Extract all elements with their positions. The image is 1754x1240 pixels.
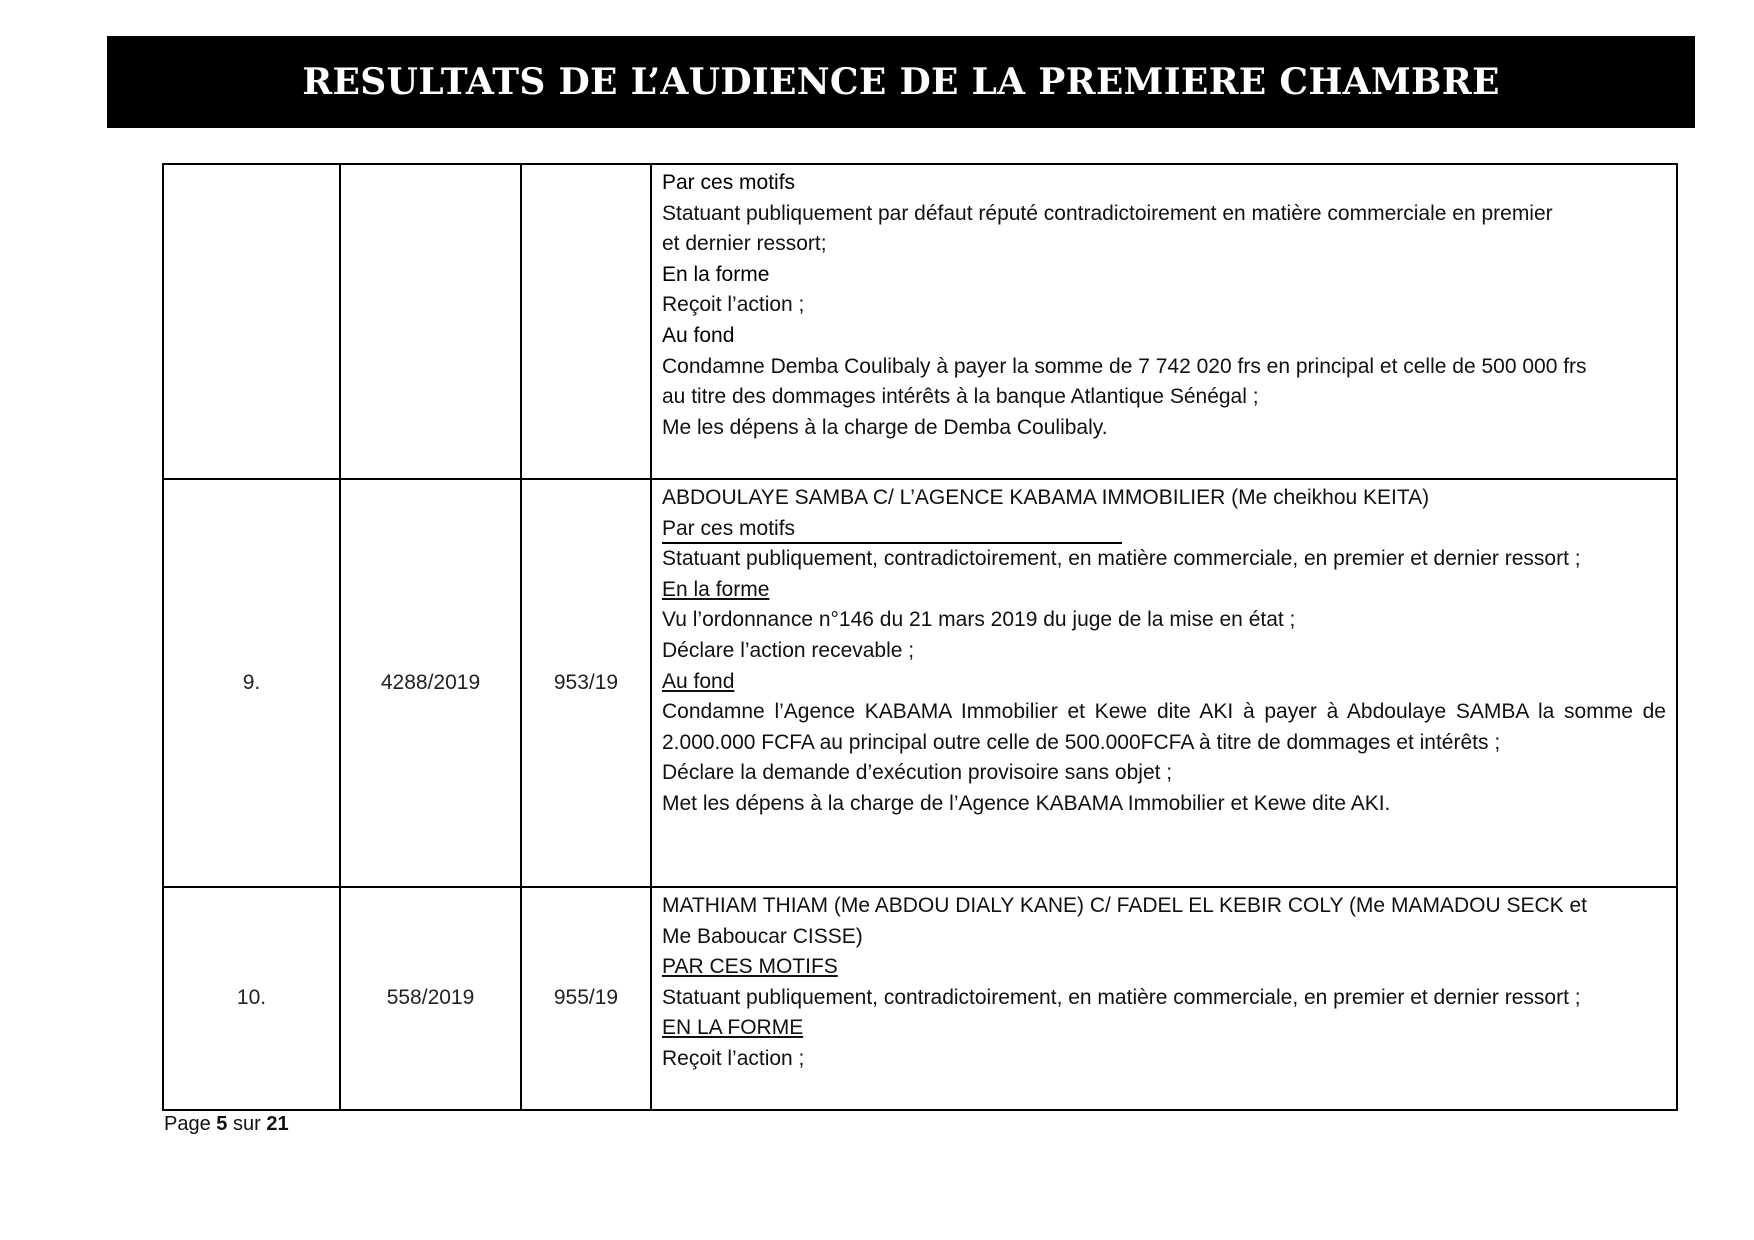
results-table: [162, 163, 1678, 1111]
footer-prefix: Page: [164, 1113, 211, 1135]
text-line: Statuant publiquement, contradictoirement, en matière commerciale, en premier et dernier ressort ;: [662, 985, 1581, 1009]
section-heading: EN LA FORME: [662, 1016, 804, 1040]
case-number: 558/2019: [340, 887, 521, 1110]
text-line: Déclare la demande d’exécution provisoire sans objet ;: [662, 761, 1173, 785]
judgment-content: [651, 479, 1677, 887]
section-heading: Au fond: [662, 669, 735, 693]
section-heading: Par ces motifs: [662, 516, 1122, 544]
table-row: [163, 479, 1677, 887]
judgment-number: 955/19: [521, 887, 651, 1110]
text-line: et dernier ressort;: [662, 232, 827, 256]
judgment-number: 953/19: [521, 479, 651, 887]
text-line: Statuant publiquement, contradictoirement, en matière commerciale, en premier et dernier ressort ;: [662, 547, 1581, 571]
text-line: Reçoit l’action ;: [662, 1046, 805, 1070]
table-row: [163, 164, 1677, 479]
section-heading: En la forme: [662, 577, 770, 601]
page-title: RESULTATS DE L’AUDIENCE DE LA PREMIERE CHAMBRE: [302, 61, 1500, 103]
text-line: Met les dépens à la charge de l’Agence KABAMA Immobilier et Kewe dite AKI.: [662, 791, 1391, 815]
judgment-content: [651, 887, 1677, 1110]
current-page: 5: [216, 1113, 228, 1135]
row-number: 10.: [163, 887, 340, 1110]
total-pages: 21: [266, 1113, 289, 1135]
text-line: Reçoit l’action ;: [662, 293, 805, 317]
text-line: Me les dépens à la charge de Demba Coulibaly.: [662, 415, 1108, 439]
section-heading: En la forme: [662, 262, 770, 286]
judgment-content: [651, 164, 1677, 479]
case-parties: ABDOULAYE SAMBA C/ L’AGENCE KABAMA IMMOBILIER (Me cheikhou KEITA): [662, 486, 1430, 509]
page-header-banner: [107, 36, 1695, 128]
case-parties: MATHIAM THIAM (Me ABDOU DIALY KANE) C/ FADEL EL KEBIR COLY (Me MAMADOU SECK et: [662, 894, 1587, 917]
case-number: 4288/2019: [340, 479, 521, 887]
footer-sep: sur: [232, 1113, 261, 1135]
row-number: [163, 164, 340, 479]
text-line: Condamne l’Agence KABAMA Immobilier et Kewe dite AKI à payer à Abdoulaye SAMBA la somme de 2.000.000 FCFA au principal outre celle de 500.000FCFA à titre de dommages et intérêts ;: [662, 700, 1666, 754]
case-number: [340, 164, 521, 479]
text-line: Déclare l’action recevable ;: [662, 638, 915, 662]
section-heading: Par ces motifs: [662, 171, 796, 194]
section-heading: PAR CES MOTIFS: [662, 955, 838, 979]
judgment-number: [521, 164, 651, 479]
text-line: Vu l’ordonnance n°146 du 21 mars 2019 du juge de la mise en état ;: [662, 608, 1296, 632]
table-row: [163, 887, 1677, 1110]
text-line: Statuant publiquement par défaut réputé contradictoirement en matière commerciale en premier: [662, 201, 1553, 225]
row-number: 9.: [163, 479, 340, 887]
text-line: Condamne Demba Coulibaly à payer la somme de 7 742 020 frs en principal et celle de 500 000 frs: [662, 354, 1587, 378]
page-footer: [164, 1113, 289, 1136]
text-line: au titre des dommages intérêts à la banque Atlantique Sénégal ;: [662, 385, 1259, 409]
section-heading: Au fond: [662, 323, 735, 347]
case-parties: Me Baboucar CISSE): [662, 924, 863, 948]
